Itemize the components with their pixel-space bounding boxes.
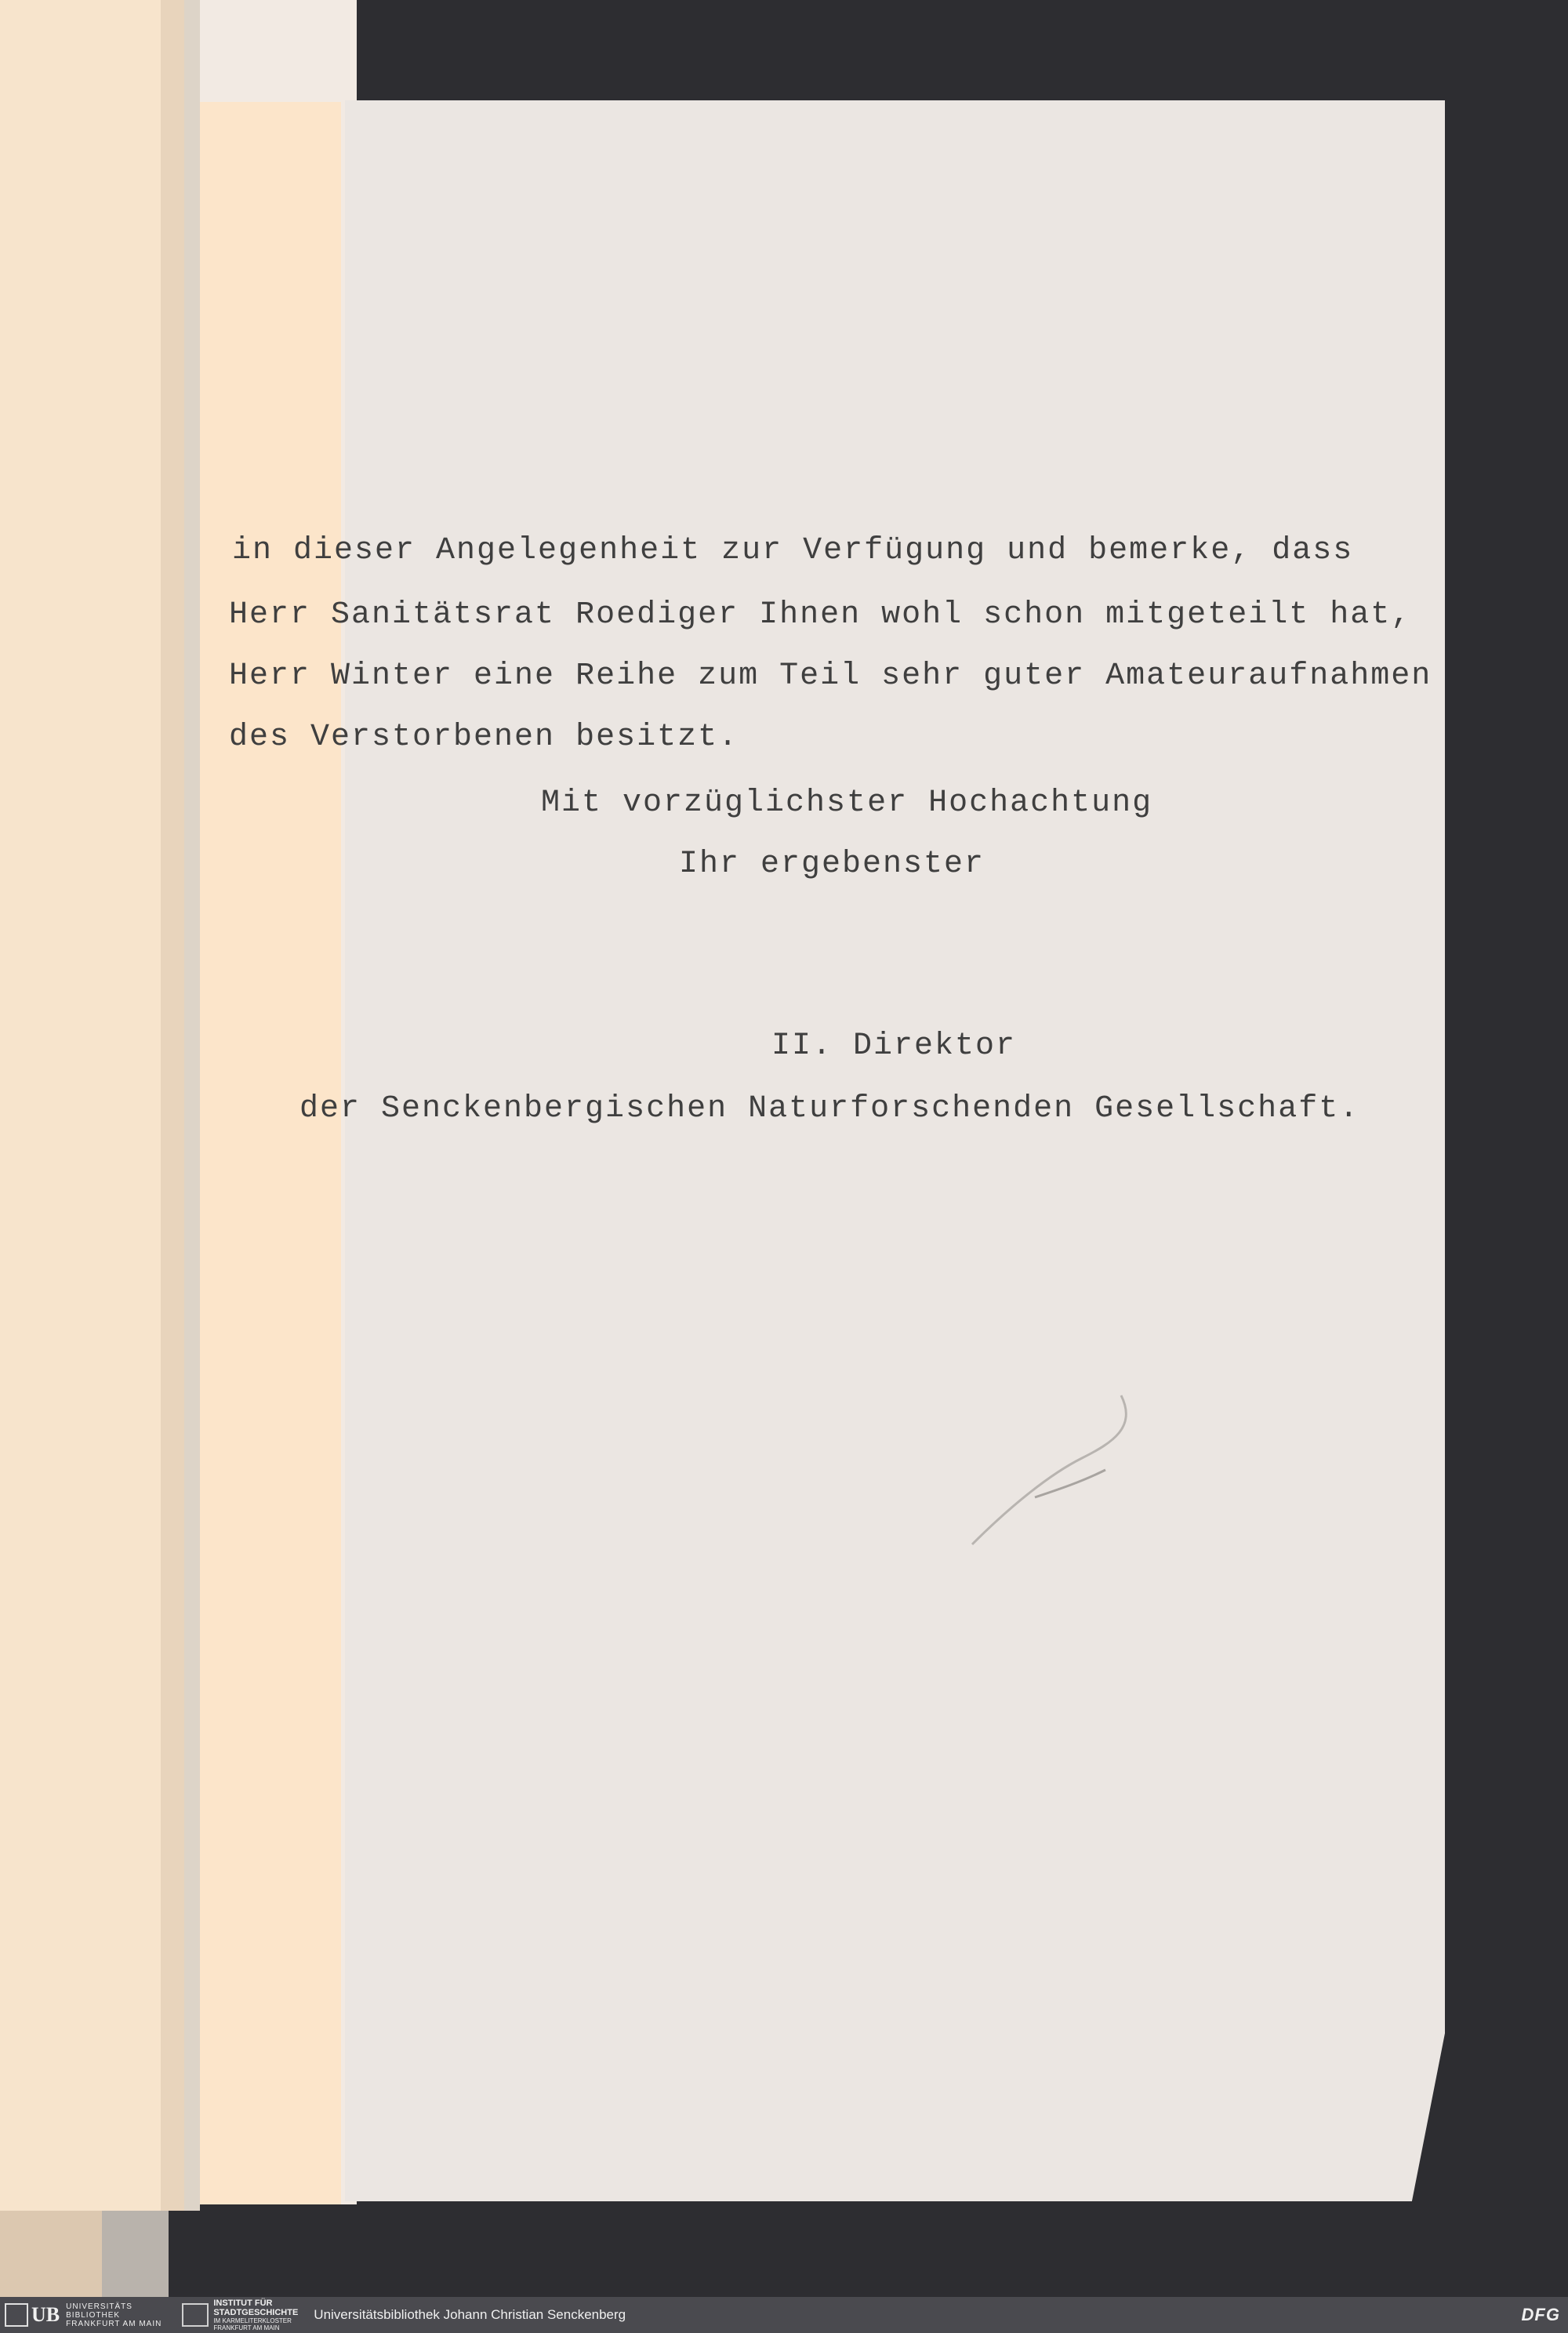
body-line: des Verstorbenen besitzt.	[229, 720, 739, 755]
ub-logo-text: UB	[31, 2303, 60, 2326]
background-right	[1445, 0, 1568, 2297]
closing-line-2: Ihr ergebenster	[679, 847, 985, 882]
binding-edge	[102, 2211, 169, 2297]
body-line: in dieser Angelegenheit zur Verfügung und bemerke, dass	[232, 533, 1354, 568]
ub-logo-subtitle: UNIVERSITÄTS BIBLIOTHEK FRANKFURT AM MAIN	[66, 2302, 162, 2328]
fold-shadow	[184, 0, 200, 2211]
isg-logo-text: INSTITUT FÜR STADTGESCHICHTE IM KARMELITERKLOSTER FRANKFURT AM MAIN	[213, 2299, 299, 2331]
isg-logo	[182, 2299, 298, 2331]
signature-organization: der Senckenbergischen Naturforschenden Gesellschaft.	[299, 1091, 1360, 1127]
closing-line: Mit vorzüglichster Hochachtung	[541, 786, 1153, 821]
ub-logo-icon	[5, 2303, 28, 2327]
ub-logo	[5, 2302, 162, 2328]
body-line: Herr Sanitätsrat Roediger Ihnen wohl schon mitgeteilt hat,	[229, 597, 1412, 633]
letter-sheet	[345, 100, 1445, 2201]
signature-title: II. Direktor	[771, 1029, 1017, 1064]
body-line: Herr Winter eine Reihe zum Teil sehr guter Amateuraufnahmen	[229, 659, 1432, 694]
pencil-signature-mark	[964, 1380, 1152, 1552]
page-edge-shadow	[161, 0, 184, 2211]
isg-logo-icon	[182, 2303, 209, 2327]
dfg-logo: DFG	[1521, 2305, 1560, 2324]
underlying-page-left	[0, 0, 184, 2211]
background-top	[357, 0, 1568, 100]
footer-library-title: Universitätsbibliothek Johann Christian Senckenberg	[314, 2307, 626, 2322]
page-bottom-edge	[0, 2211, 102, 2297]
overlay-paper-strip	[200, 102, 341, 2204]
viewer-footer	[0, 2297, 1568, 2333]
